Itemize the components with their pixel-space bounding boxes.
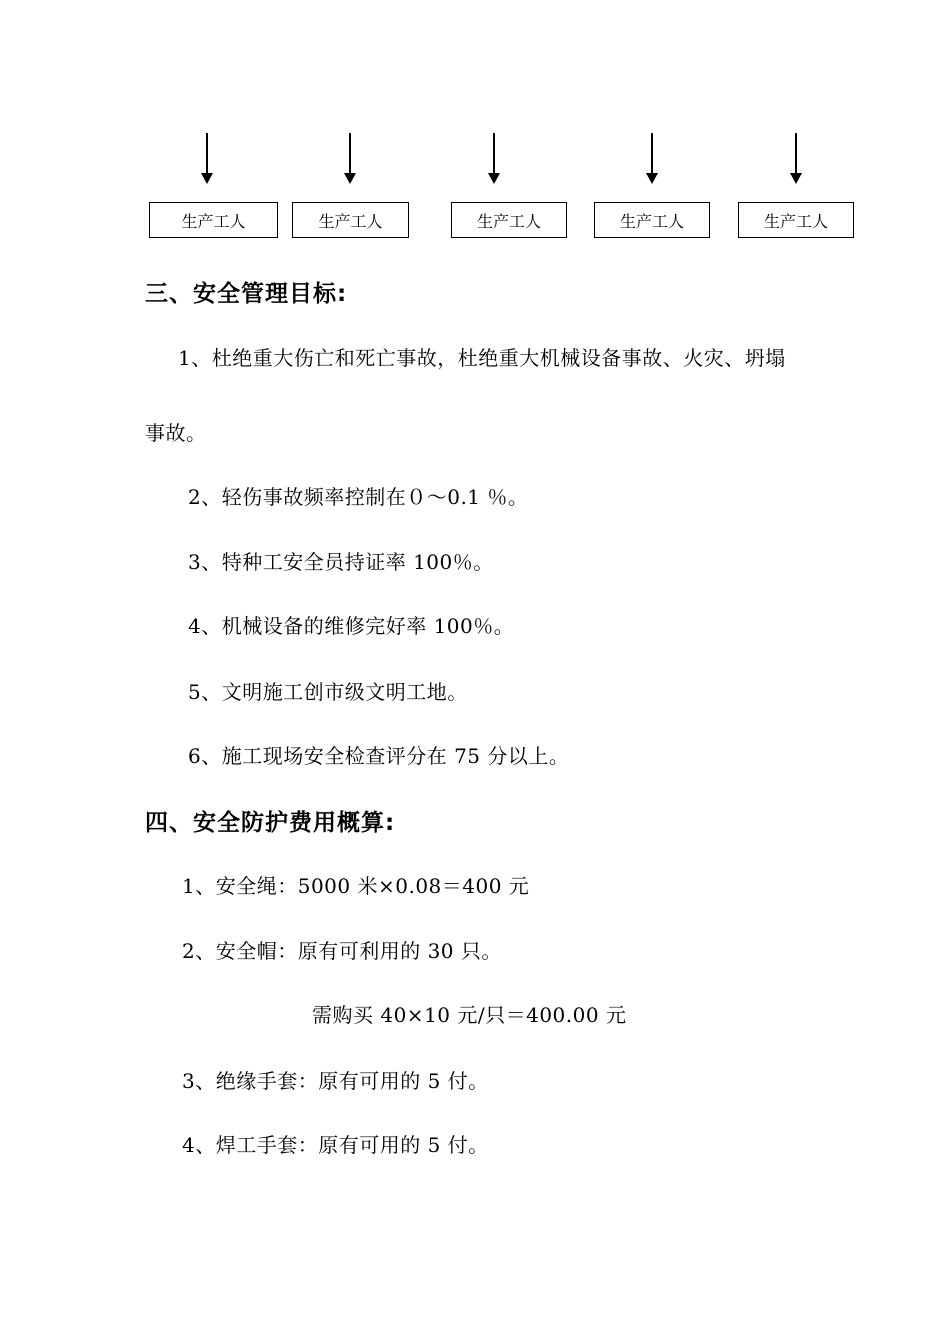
arrow-down-icon <box>790 133 802 185</box>
cost-item-1: 1、安全绳：5000 米×0.08＝400 元 <box>182 874 530 898</box>
section-heading-safety-goals: 三、安全管理目标: <box>145 281 348 307</box>
cost-item-4: 4、焊工手套：原有可用的 5 付。 <box>182 1133 489 1157</box>
org-box-worker: 生产工人 <box>738 202 854 238</box>
org-box-worker: 生产工人 <box>451 202 567 238</box>
section-heading-cost-estimate: 四、安全防护费用概算: <box>145 810 396 836</box>
goal-item-1-line-1: 1、杜绝重大伤亡和死亡事故，杜绝重大机械设备事故、火灾、坍塌 <box>178 346 786 370</box>
org-chart <box>0 0 950 250</box>
cost-item-3: 3、绝缘手套：原有可用的 5 付。 <box>182 1069 489 1093</box>
arrow-down-icon <box>488 133 500 185</box>
goal-item-1-line-2: 事故。 <box>145 421 207 445</box>
org-box-worker: 生产工人 <box>292 202 409 238</box>
cost-item-2-calculation: 需购买 40×10 元/只＝400.00 元 <box>312 1003 627 1027</box>
arrow-down-icon <box>646 133 658 185</box>
cost-item-2: 2、安全帽：原有可利用的 30 只。 <box>182 939 502 963</box>
org-box-worker: 生产工人 <box>149 202 278 238</box>
arrow-down-icon <box>344 133 356 185</box>
goal-item-3: 3、特种工安全员持证率 100％。 <box>188 550 494 574</box>
arrow-down-icon <box>201 133 213 185</box>
goal-item-6: 6、施工现场安全检查评分在 75 分以上。 <box>188 744 570 768</box>
goal-item-4: 4、机械设备的维修完好率 100％。 <box>188 614 515 638</box>
goal-item-5: 5、文明施工创市级文明工地。 <box>188 680 468 704</box>
goal-item-2: 2、轻伤事故频率控制在０～0.1 ％。 <box>188 485 529 509</box>
org-box-worker: 生产工人 <box>594 202 710 238</box>
